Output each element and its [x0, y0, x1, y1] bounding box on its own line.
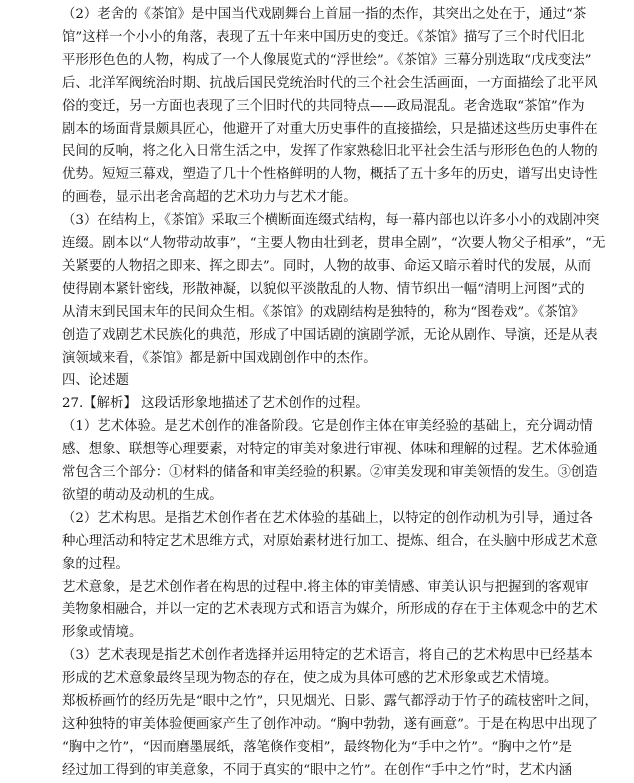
- text-line: 从清末到民国末年的民间众生相。《茶馆》的戏剧结构是独特的，称为“图卷戏”。《茶馆》: [62, 304, 585, 320]
- text-line: 形象或情境。: [62, 625, 143, 641]
- text-line: 27.【解析】 这段话形象地描述了艺术创作的过程。: [62, 396, 369, 412]
- text-line: 优势。短短三幕戏，塑造了几十个性格鲜明的人物，概括了五十多年的历史，谱写出史诗性: [62, 167, 598, 183]
- text-line: 馆”这样一个小小的角落，表现了五十年来中国历史的变迁。《茶馆》描写了三个时代旧北: [62, 29, 585, 45]
- text-line: （1）艺术体验。是艺术创作的准备阶段。它是创作主体在审美经验的基础上，充分调动情: [62, 419, 593, 435]
- text-line: 的画卷，显示出老舍高超的艺术功力与艺术才能。: [62, 190, 357, 206]
- text-line: “胸中之竹”，“因而磨墨展纸，落笔倏作变相”，最终物化为“手中之竹”。“胸中之竹”是: [62, 739, 573, 755]
- text-line: 连缀。剧本以“人物带动故事”，“主要人物由壮到老，贯串全剧”，“次要人物父子相承”，“无: [62, 236, 606, 251]
- text-line: 艺术意象，是艺术创作者在构思的过程中.将主体的审美情感、审美认识与把握到的客观审: [62, 579, 589, 595]
- text-line: 郑板桥画竹的经历先是“眼中之竹”，只见烟光、日影、露气都浮动于竹子的疏枝密叶之间，: [62, 694, 598, 709]
- text-line: 欲望的萌动及动机的生成。: [62, 487, 223, 503]
- text-line: 常包含三个部分：①材料的储备和审美经验的积累。②审美发现和审美领悟的发生。③创造: [62, 465, 598, 480]
- text-line: 民间的反响，将之化入日常生活之中，发挥了作家熟稔旧北平社会生活与形形色色的人物的: [62, 144, 598, 160]
- text-line: 创造了戏剧艺术民族化的典范，形成了中国话剧的演剧学派，无论从剧作、导演，还是从表: [62, 327, 598, 343]
- text-line: 这种独特的审美体验便画家产生了创作冲动。“胸中勃勃，遂有画意”。于是在构思中出现了: [62, 716, 598, 732]
- text-line: （2）艺术构思。是指艺术创作者在艺术体验的基础上，以特定的创作动机为引导，通过各: [62, 510, 593, 526]
- text-line: 平形形色色的人物，构成了一个人像展览式的“浮世绘”。《茶馆》三幕分别选取“戊戌变法”: [62, 52, 592, 68]
- text-line: 形成的艺术意象最终呈现为物态的存在，使之成为具体可感的艺术形象或艺术情境。: [62, 671, 558, 687]
- text-line: 使得剧本紧针密线，形散神凝，以貌似平淡散乱的人物、情节织出一幅“清明上河图”式的: [62, 281, 585, 297]
- text-line: 美物象相融合，并以一定的艺术表现方式和语言为媒介，所形成的存在于主体观念中的艺术: [62, 602, 598, 618]
- text-line: 关紧要的人物招之即来、挥之即去”。同时，人物的故事、命运又暗示着时代的发展，从而: [62, 258, 592, 274]
- text-line: 四、论述题: [62, 373, 129, 389]
- text-line: 经过加工得到的审美意象，不同于真实的“眼中之竹”。在创作“手中之竹”时，艺术内涵: [62, 762, 572, 778]
- text-line: （2）老舍的《茶馆》是中国当代戏剧舞台上首屈一指的杰作，其突出之处在于，通过“茶: [62, 7, 587, 22]
- text-line: 象的过程。: [62, 556, 129, 572]
- text-line: 演领域来看，《茶馆》都是新中国戏剧创作中的杰作。: [62, 350, 377, 366]
- text-line: 剧本的场面背景颇具匠心，他避开了对重大历史事件的直接描绘，只是描述这些历史事件在: [62, 121, 598, 137]
- text-line: 后、北洋军阀统治时期、抗战后国民党统治时代的三个社会生活画面，一方面描绘了北平风: [62, 75, 598, 91]
- text-line: 种心理活动和特定艺术思维方式，对原始素材进行加工、提炼、组合，在头脑中形成艺术意: [62, 533, 598, 549]
- text-line: 俗的变迁，另一方面也表现了三个旧时代的共同特点——政局混乱。老舍选取“茶馆”作为: [62, 98, 585, 114]
- text-line: 感、想象、联想等心理要素，对特定的审美对象进行审视、体味和理解的过程。艺术体验通: [62, 442, 598, 458]
- text-line: （3）在结构上，《茶馆》采取三个横断面连缀式结构，每一幕内部也以许多小小的戏剧冲突: [62, 213, 600, 229]
- text-line: （3）艺术表现是指艺术创作者选择并运用特定的艺术语言，将自己的艺术构思中已经基本: [62, 648, 593, 664]
